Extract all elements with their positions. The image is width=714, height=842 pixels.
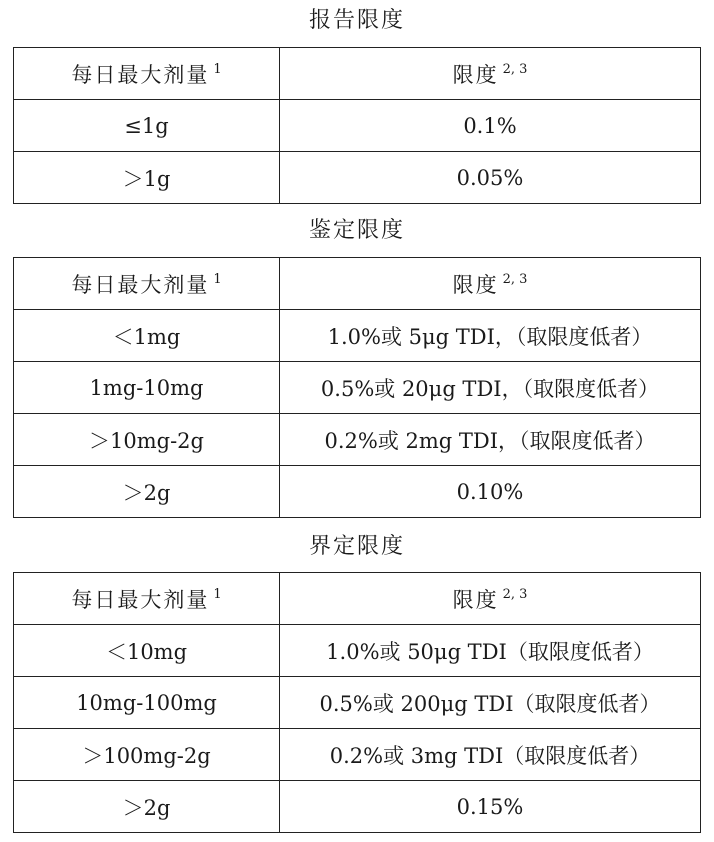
table-row [14,100,701,152]
table-row [14,781,701,833]
dose-cell: ＞2g [14,466,280,518]
dose-cell: ＞100mg-2g [14,729,280,781]
section-title-qualification: 界定限度 [308,534,405,559]
table-row [14,310,701,362]
dose-cell: ≤1g [14,100,280,152]
limit-cell: 0.15% [280,781,701,833]
header-max-daily-dose: 每日最大剂量 $^1$ [14,573,280,625]
header-limit: 限度 $^{2, 3}$ [280,258,701,310]
dose-cell: 10mg-100mg [14,677,280,729]
dose-cell: 1mg-10mg [14,362,280,414]
footnote-marker: 1 [213,271,222,287]
limit-cell: 0.05% [280,152,701,204]
dose-cell: ＞2g [14,781,280,833]
table-header-row [14,573,701,625]
table-header-row [14,48,701,100]
limit-cell: 0.10% [280,466,701,518]
dose-cell: ＞1g [14,152,280,204]
header-limit: 限度 $^{2, 3}$ [280,573,701,625]
table-header-row [14,258,701,310]
limit-cell: 0.5%或 200μg TDI（取限度低者） [280,677,701,729]
table-row [14,677,701,729]
footnote-marker: 2, 3 [502,271,528,287]
limit-cell: 0.1% [280,100,701,152]
limit-cell: 1.0%或 50μg TDI（取限度低者） [280,625,701,677]
table-row [14,729,701,781]
footnote-marker: 1 [213,586,222,602]
footnote-marker: 2, 3 [502,61,528,77]
table-row [14,625,701,677]
table-row [14,414,701,466]
reporting-threshold-table [13,47,701,204]
identification-threshold-table [13,257,701,518]
section-title-reporting: 报告限度 [308,8,405,33]
table-row [14,466,701,518]
limit-cell: 0.2%或 3mg TDI（取限度低者） [280,729,701,781]
header-max-daily-dose: 每日最大剂量 $^1$ [14,48,280,100]
qualification-threshold-table [13,572,701,833]
footnote-marker: 2, 3 [502,586,528,602]
header-limit: 限度 $^{2, 3}$ [280,48,701,100]
limit-cell: 0.2%或 2mg TDI，（取限度低者） [280,414,701,466]
section-title-identification: 鉴定限度 [308,218,405,243]
dose-cell: ＞10mg-2g [14,414,280,466]
dose-cell: ＜1mg [14,310,280,362]
header-max-daily-dose: 每日最大剂量 $^1$ [14,258,280,310]
table-row [14,152,701,204]
dose-cell: ＜10mg [14,625,280,677]
table-row [14,362,701,414]
limit-cell: 0.5%或 20μg TDI，（取限度低者） [280,362,701,414]
footnote-marker: 1 [213,61,222,77]
limit-cell: 1.0%或 5μg TDI，（取限度低者） [280,310,701,362]
